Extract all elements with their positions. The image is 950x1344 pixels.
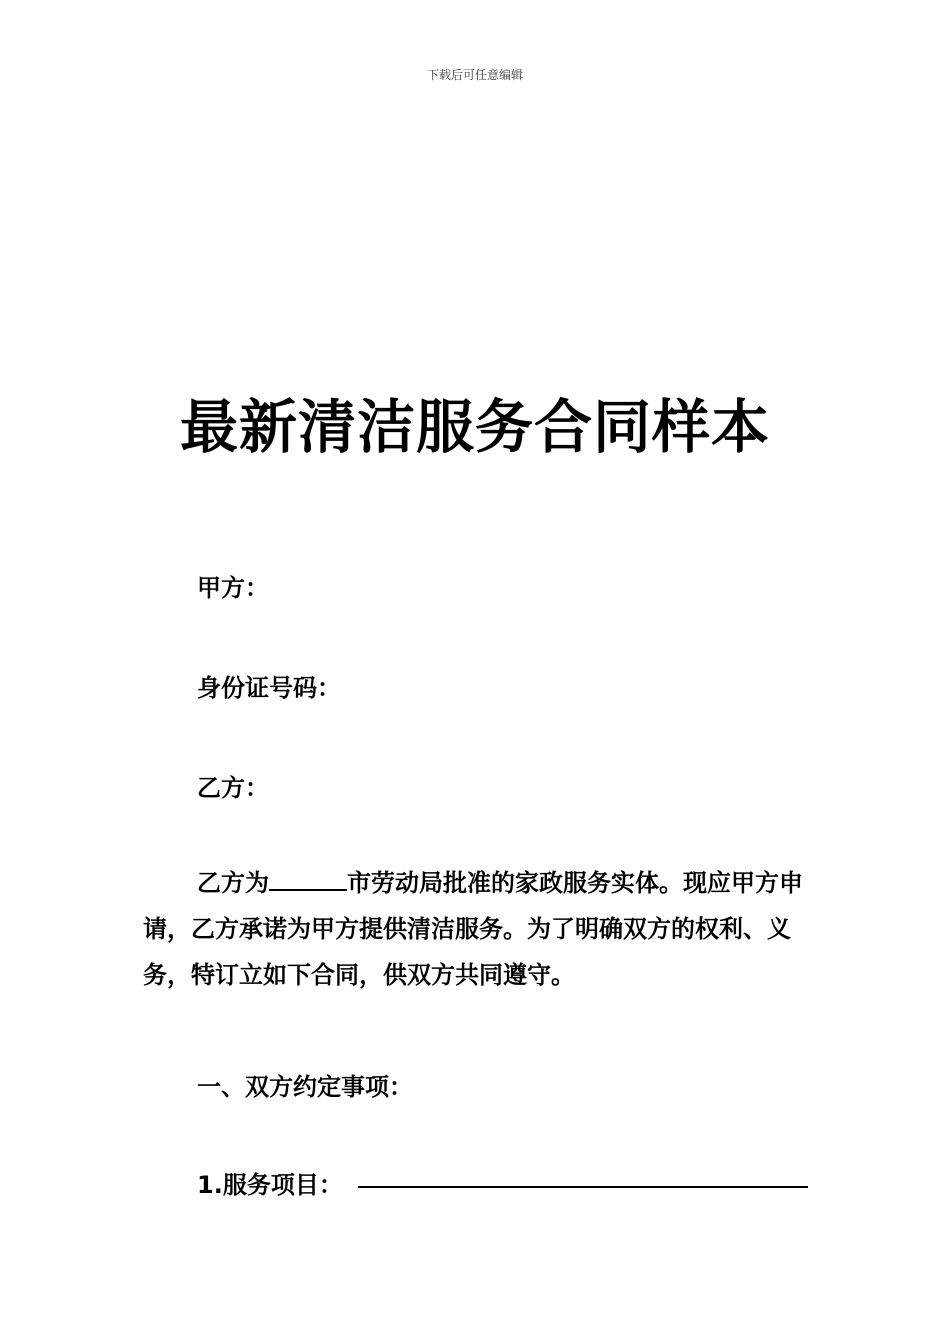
section-one-heading: 一、双方约定事项： [197,1073,413,1101]
city-blank [269,867,347,891]
party-b-label: 乙方： [197,774,269,802]
item-one-label: 1.服务项目： [197,1171,343,1199]
party-a-label: 甲方： [197,574,269,602]
intro-text-rest: 市劳动局批准的家政服务实体。现应甲方申请，乙方承诺为甲方提供清洁服务。为了明确双方的权利、义务，特订立如下合同，供双方共同遵守。 [143,869,803,989]
intro-paragraph [143,860,808,998]
service-item-blank [358,1186,808,1188]
id-number-label: 身份证号码： [197,674,341,702]
page-header-note: 下载后可任意编辑 [426,68,523,82]
intro-text-start: 乙方为 [197,869,269,897]
document-title: 最新清洁服务合同样本 [179,393,770,461]
